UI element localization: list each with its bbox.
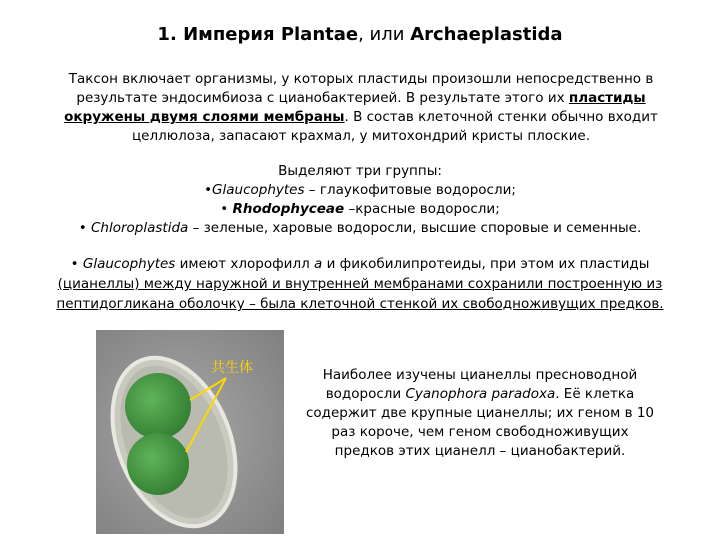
bullet: • xyxy=(220,201,233,217)
group-name: Rhodophyceae xyxy=(232,201,345,217)
glauco-text-a: имеют хлорофилл xyxy=(175,256,315,272)
group-desc: – глаукофитовые водоросли; xyxy=(304,182,516,198)
caption-text-a: Наиболее изучены цианеллы пресноводной водоросли xyxy=(322,367,638,402)
species-name: Cyanophora paradoxa xyxy=(405,386,556,402)
caption-text-b: . Её клетка содержит две крупные цианеллы; их геном в 10 раз короче, чем геном свободноживущих предков этих цианелл – цианобактерий. xyxy=(305,386,655,459)
group-name: Glaucophytes xyxy=(212,182,305,198)
title-number: 1. xyxy=(157,24,177,45)
intro-text-a: Таксон включает организмы, у которых пластиды произошли непосредственно в результате эндосимбиоза с цианобактерией. В результате этого их xyxy=(68,71,654,106)
symbiont-label: 共生体 xyxy=(211,360,253,376)
group-item-chloroplastida xyxy=(30,219,690,238)
group-name: Chloroplastida xyxy=(90,220,189,236)
group-desc: –красные водоросли; xyxy=(344,201,500,217)
micrograph-image xyxy=(96,330,284,534)
bullet: • xyxy=(204,182,213,198)
title-bold: Империя Plantae xyxy=(183,24,359,45)
chlorophyll-letter: a xyxy=(314,256,323,272)
glauco-name: Glaucophytes xyxy=(82,256,176,272)
glauco-text-b: и фикобилипротеиды, при этом их пластиды xyxy=(322,256,650,272)
title-bold-2: Archaeplastida xyxy=(410,24,563,45)
group-item-glaucophytes xyxy=(30,181,690,200)
bullet: • xyxy=(78,220,91,236)
group-item-rhodophyceae xyxy=(30,200,690,219)
groups-heading: Выделяют три группы: xyxy=(278,163,442,179)
glauco-underlined: (цианеллы) между наружной и внутренней мембранами сохранили построенную из пептидогликана оболочку – была клеточной стенкой их свободноживущих предков. xyxy=(56,276,664,312)
bullet: • xyxy=(70,256,83,272)
cyanophora-micrograph xyxy=(96,330,284,534)
caption-paragraph xyxy=(300,366,660,461)
cyanelle-2 xyxy=(127,433,189,495)
slide-title xyxy=(0,24,720,45)
glaucophytes-paragraph xyxy=(40,254,680,314)
group-desc: – зеленые, харовые водоросли, высшие споровые и семенные. xyxy=(188,220,642,236)
groups-list xyxy=(30,162,690,238)
title-connector: , или xyxy=(358,24,411,45)
cyanelle-1 xyxy=(125,373,191,439)
intro-paragraph xyxy=(44,70,678,146)
intro-highlight: пластиды окружены двумя слоями мембраны xyxy=(64,90,646,125)
intro-text-b: . В состав клеточной стенки обычно входит целлюлоза, запасают крахмал, у митохондрий кристы плоские. xyxy=(131,109,658,144)
